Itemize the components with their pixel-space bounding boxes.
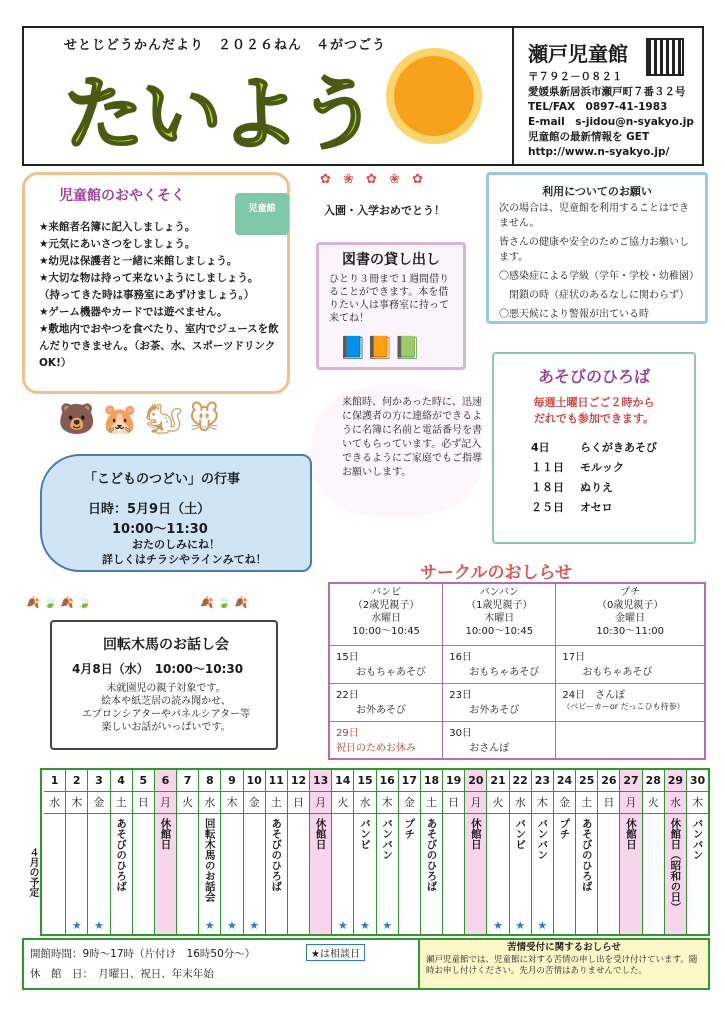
website-link[interactable]: http://www.n-syakyo.jp/ (528, 146, 670, 158)
consult-star-icon: ★ (71, 919, 82, 932)
rule-item: ★元気にあいさつをしましょう。 (39, 238, 196, 250)
email[interactable]: E-mail s-jidou@n-syakyo.jp (528, 116, 694, 128)
day-event: プチ (558, 818, 571, 839)
day-event: 休館日 (314, 818, 327, 850)
calendar-day (221, 770, 243, 934)
calendar-day (266, 770, 288, 934)
carousel-book (50, 620, 278, 750)
calendar-day (88, 770, 110, 934)
day-weekday: 土 (111, 792, 132, 814)
consult-star-icon: ★ (204, 919, 215, 932)
day-number: 28 (643, 770, 664, 792)
calendar-day (332, 770, 354, 934)
calendar-day (310, 770, 332, 934)
calendar-day (665, 770, 687, 934)
calendar-day (399, 770, 421, 934)
notes-bubble (312, 386, 482, 516)
day-weekday: 木 (221, 792, 242, 814)
calendar-day (598, 770, 620, 934)
calendar-day (155, 770, 177, 934)
day-weekday: 日 (133, 792, 154, 814)
day-event: 休館日 (159, 818, 172, 850)
day-event: バンビ (358, 818, 371, 850)
header-box (22, 26, 704, 166)
usage-box (486, 172, 708, 324)
circle-cell: 22日 お外あそび (329, 683, 443, 721)
day-event: プチ (403, 818, 416, 839)
sun-icon (394, 56, 474, 136)
carousel-date: 4月8日（水） 10:00～10:30 (72, 662, 244, 676)
day-number: 5 (133, 770, 154, 792)
day-number: 24 (554, 770, 575, 792)
calendar-day (354, 770, 376, 934)
circle-cell: 15日 おもちゃあそび (329, 645, 443, 683)
schedule-row (523, 437, 665, 457)
day-weekday: 木 (687, 792, 708, 814)
calendar-day (244, 770, 266, 934)
schedule-activity: モルック (580, 461, 624, 474)
postal-code: 〒７９２－０８２１ (528, 71, 623, 83)
calendar-day (643, 770, 665, 934)
calendar-day (44, 770, 66, 934)
day-weekday: 火 (643, 792, 664, 814)
calendar-day (532, 770, 554, 934)
day-weekday: 木 (377, 792, 398, 814)
calendar-day (133, 770, 155, 934)
day-number: 20 (465, 770, 486, 792)
circle-row (329, 721, 705, 759)
day-number: 9 (221, 770, 242, 792)
day-event: バンバン (536, 818, 549, 860)
day-weekday: 月 (465, 792, 486, 814)
day-number: 16 (377, 770, 398, 792)
day-event: バンビ (514, 818, 527, 850)
star-legend: ★は相談日 (306, 944, 365, 961)
calendar-day (687, 770, 708, 934)
usage-line: 〇感染症による学級（学年・学校・幼稚園） (499, 271, 699, 282)
day-weekday: 水 (199, 792, 220, 814)
day-number: 23 (532, 770, 553, 792)
carousel-desc: 未就園児の親子対象です。 絵本や紙芝居の読み聞かせ、 エプロンシアターやパネルシアター等 楽しいお話がいっぱいです。 (81, 683, 251, 733)
leaf-garland-icon: ✿ ❀ ✿ ❀ ✿ (320, 172, 427, 187)
opening-hours: 開館時間：9時～17時（片付け 16時50分～） (30, 948, 256, 960)
rule-item: ★敷地内でおやつを食べたり、室内でジュースを飲んだりできません。（お茶、水、スポーツドリンク OK!） (39, 323, 279, 369)
day-weekday: 日 (443, 792, 464, 814)
day-weekday: 土 (576, 792, 597, 814)
animal-kids-icon: 🐻🐹🐿🐭 (58, 402, 227, 437)
rule-item: ★大切な物は持って来ないようにしましょう。 (39, 272, 259, 284)
circle-header-row (329, 583, 705, 645)
day-number: 3 (88, 770, 109, 792)
newsletter-subtitle: せとじどうかんだより ２０２６ねん ４がつごう (64, 38, 387, 53)
consult-star-icon: ★ (227, 919, 237, 932)
day-number: 29 (665, 770, 686, 792)
usage-title: 利用についてのお願い (542, 185, 652, 198)
day-weekday: 月 (310, 792, 331, 814)
calendar-day (620, 770, 642, 934)
circle-cell (556, 721, 705, 759)
day-weekday: 木 (66, 792, 87, 814)
schedule-row (523, 457, 665, 477)
rule-item: ★ゲーム機器やカードでは遊べません。 (39, 306, 228, 318)
event-date: 日時：5月9日（土） (88, 502, 211, 517)
day-number: 30 (687, 770, 708, 792)
schedule-day: ２５日 (531, 501, 564, 514)
day-number: 8 (199, 770, 220, 792)
closed-days: 休 館 日： 月曜日、祝日、年末年始 (30, 968, 214, 980)
ceremony-message: 入園・入学おめでとう！ (324, 204, 445, 217)
leaf-icon: 🍂 🍃 🍂 (200, 596, 249, 609)
circle-row (329, 645, 705, 683)
day-number: 27 (620, 770, 641, 792)
calendar-day (510, 770, 532, 934)
day-number: 18 (421, 770, 442, 792)
event-time: 10:00～11:30 (112, 522, 208, 537)
newsletter-title: たいよう (64, 68, 376, 161)
day-weekday: 火 (487, 792, 508, 814)
day-weekday: 火 (332, 792, 353, 814)
circle-cell-holiday: 29日 祝日のためお休み (329, 721, 443, 759)
day-number: 17 (399, 770, 420, 792)
day-number: 15 (354, 770, 375, 792)
day-weekday: 金 (399, 792, 420, 814)
day-weekday: 金 (554, 792, 575, 814)
schedule-day: 4日 (531, 441, 550, 454)
calendar-day (377, 770, 399, 934)
circle-table (328, 582, 706, 760)
books-icon: 📘📙📗 (339, 336, 422, 361)
event-note-1: おたのしみにね！ (132, 538, 220, 551)
leaf-icon: 🍂 🍃 🍂 🍃 (26, 596, 92, 609)
usage-line: 次の場合は、児童館を利用することはできません。 (499, 203, 689, 229)
play-title: あそびのひろば (537, 367, 650, 386)
circle-cell: 23日 お外あそび (443, 683, 556, 721)
rule-item: ★来館者名簿に記入しましょう。 (39, 221, 196, 233)
day-number: 6 (155, 770, 176, 792)
circle-title: サークルのおしらせ (420, 563, 572, 583)
day-weekday: 日 (288, 792, 309, 814)
complaint-box (418, 940, 708, 988)
library-box (316, 242, 466, 370)
day-weekday: 日 (598, 792, 619, 814)
usage-line: 皆さんの健康や安全のためご協力お願いします。 (499, 237, 689, 263)
day-number: 10 (244, 770, 265, 792)
day-weekday: 水 (44, 792, 65, 814)
day-number: 19 (443, 770, 464, 792)
day-weekday: 土 (266, 792, 287, 814)
calendar-day (443, 770, 465, 934)
day-event: 休館日 (469, 818, 482, 850)
day-weekday: 水 (665, 792, 686, 814)
rules-list (39, 219, 289, 372)
schedule-row (523, 477, 665, 497)
rules-box (22, 172, 290, 394)
usage-line: 〇悪天候により警報が出ている時 (499, 309, 649, 320)
play-box (492, 352, 696, 544)
header-divider (512, 28, 514, 164)
schedule-day: １１日 (531, 461, 564, 474)
event-note-2: 詳しくはチラシやラインみてね！ (102, 553, 267, 566)
play-lead-1: 毎週土曜日ごご２時から (533, 396, 655, 409)
day-weekday: 土 (421, 792, 442, 814)
day-weekday: 水 (510, 792, 531, 814)
day-event: あそびのひろば (270, 818, 283, 892)
day-event: 休館日（昭和の日） (669, 818, 682, 913)
circle-cell: 24日 さんぽ （ベビーカーor だっこひも持参） (556, 683, 705, 721)
day-weekday: 木 (532, 792, 553, 814)
rule-item: （持ってきた時は事務室にあずけましょう。） (39, 289, 255, 301)
library-body: ひとり３冊まで１週間借りることができます。本を借りたい人は事務室に持って来てね！ (329, 274, 449, 324)
day-weekday: 水 (354, 792, 375, 814)
circle-cell: 30日 おさんぽ (443, 721, 556, 759)
ceremony-banner (320, 172, 490, 240)
rule-item: ★幼児は保護者と一緒に来館しましょう。 (39, 255, 238, 267)
day-event: あそびのひろば (580, 818, 593, 892)
complaint-body: 瀬戸児童館では、児童館に対する苦情の申し出を受け付けています。随時お申し付けください。先月の苦情はありませんでした。 (426, 955, 698, 976)
day-event: バンバン (691, 818, 704, 860)
notes-body: 来館時、何かあった時に、迅速に保護者の方に連絡ができるように名簿に名前と電話番号を書いてもらっています。必ず記入できるようにご家庭でもご指導お願いします。 (342, 397, 482, 478)
day-weekday: 金 (88, 792, 109, 814)
calendar-day (465, 770, 487, 934)
day-event: 回転木馬のお話会 (203, 818, 216, 902)
day-number: 21 (487, 770, 508, 792)
event-carp-banner (40, 454, 312, 572)
consult-star-icon: ★ (382, 919, 393, 932)
day-event: あそびのひろば (425, 818, 438, 892)
circle-cell: 16日 おもちゃあそび (443, 645, 556, 683)
circle-group: バンバン （1歳児親子） 木曜日 10:00～10:45 (443, 583, 556, 645)
day-number: 1 (44, 770, 65, 792)
circle-group: バンビ （2歳児親子） 水曜日 10:00～10:45 (329, 583, 443, 645)
day-weekday: 金 (244, 792, 265, 814)
consult-star-icon: ★ (93, 919, 104, 932)
consult-star-icon: ★ (515, 919, 526, 932)
contact-info (528, 70, 694, 160)
event-title: 「こどものつどい」の行事 (84, 472, 241, 487)
tel: TEL/FAX 0897-41-1983 (528, 101, 668, 113)
consult-star-icon: ★ (337, 919, 348, 932)
calendar-day (554, 770, 576, 934)
day-number: 11 (266, 770, 287, 792)
day-weekday: 月 (155, 792, 176, 814)
play-schedule (523, 437, 665, 517)
day-event: あそびのひろば (115, 818, 128, 892)
calendar-grid (44, 770, 708, 934)
circle-row (329, 683, 705, 721)
day-number: 26 (598, 770, 619, 792)
day-weekday: 月 (620, 792, 641, 814)
web-note: 児童館の最新情報を GET (528, 131, 650, 143)
library-title: 図書の貸し出し (342, 252, 440, 268)
calendar-day (421, 770, 443, 934)
consult-star-icon: ★ (360, 919, 370, 932)
day-event: バンバン (381, 818, 394, 860)
calendar-day (199, 770, 221, 934)
schedule-activity: らくがきあそび (580, 441, 657, 454)
usage-line: 閉鎖の時（症状のあるなしに関わらず） (499, 290, 689, 301)
carousel-title: 回転木馬のお話し会 (103, 637, 229, 653)
consult-star-icon: ★ (249, 919, 260, 932)
calendar-day (576, 770, 598, 934)
consult-star-icon: ★ (493, 919, 503, 932)
consult-star-icon: ★ (537, 919, 548, 932)
calendar-day (288, 770, 310, 934)
calendar-day (487, 770, 509, 934)
day-number: 12 (288, 770, 309, 792)
house-label: 児童館 (248, 204, 276, 214)
day-event: 休館日 (625, 818, 638, 850)
calendar-day (111, 770, 133, 934)
calendar-day (66, 770, 88, 934)
schedule-day: １８日 (531, 481, 564, 494)
day-number: 14 (332, 770, 353, 792)
circle-cell: 17日 おもちゃあそび (556, 645, 705, 683)
day-number: 4 (111, 770, 132, 792)
schedule-activity: オセロ (580, 501, 613, 514)
circle-group: プチ （0歳児親子） 金曜日 10:30～11:00 (556, 583, 705, 645)
day-weekday: 火 (177, 792, 198, 814)
org-name: 瀬戸児童館 (528, 42, 628, 66)
day-number: 13 (310, 770, 331, 792)
address: 愛媛県新居浜市瀬戸町７番３２号 (528, 86, 686, 98)
schedule-row (523, 497, 665, 517)
play-lead-2: だれでも参加できます。 (533, 412, 655, 425)
complaint-title: 苦情受付に関するおしらせ (507, 942, 621, 953)
rules-title: 児童館のおやくそく (59, 188, 185, 204)
day-number: 2 (66, 770, 87, 792)
day-number: 7 (177, 770, 198, 792)
calendar-day (177, 770, 199, 934)
schedule-activity: ぬりえ (580, 481, 613, 494)
calendar-label: ４月の予定 (22, 768, 42, 936)
day-number: 25 (576, 770, 597, 792)
day-number: 22 (510, 770, 531, 792)
